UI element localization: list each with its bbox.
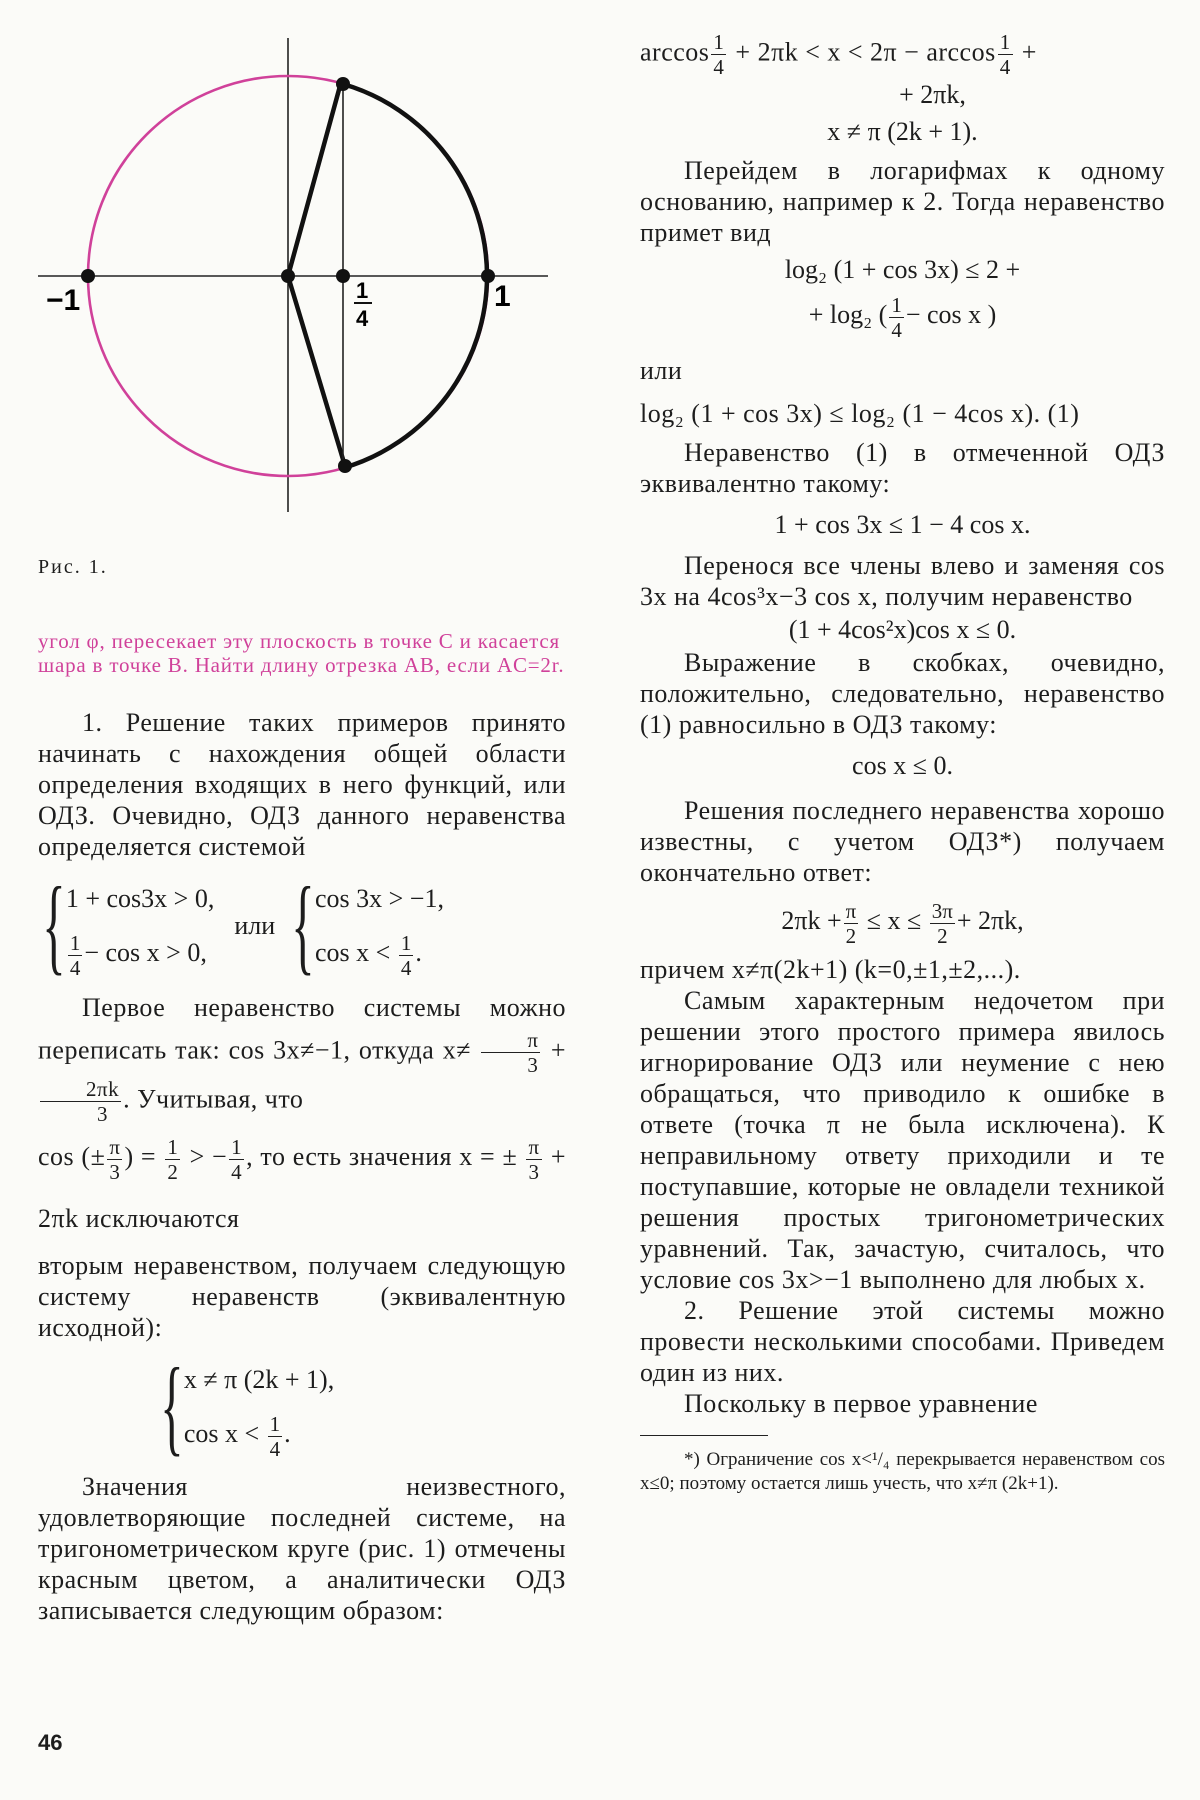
label-quarter-den: 4 [356, 306, 369, 331]
ineq-4: cos x ≤ 0. [852, 751, 953, 780]
para-answer-restriction: причем x≠π(2k+1) (k=0,±1,±2,...). [640, 955, 1021, 984]
odz-systems [38, 866, 566, 985]
para-positive: Выражение в скобках, очевидно, положительно, следовательно, неравенство (1) равносильно в ОДЗ такому: [640, 648, 1165, 739]
left-column [38, 0, 566, 1626]
figure-caption: Рис. 1. [38, 556, 108, 578]
right-column [640, 0, 1165, 1496]
system-3: { x ≠ π (2k + 1), cos x < $\frac{1}{4}$ . [160, 1347, 335, 1466]
log-ineq-2: + log₂ ( $\frac{1}{4}$ − cos x ) [808, 292, 997, 342]
para-first-inequality: Первое неравенство системы можно переписать так: cos 3x≠−1, откуда x≠ $\frac{\pi}{3}$ + $\frac{2\pi k}{3}$ . Учитывая, что [38, 993, 567, 1126]
cos-line: cos (± $\frac{\pi}{3}$ ) = $\frac{1}{2}$ > − $\frac{1}{4}$ , то есть значения x = ± $\frac{\pi}{3}$ + 2πk исключаются [38, 1134, 567, 1233]
or-word: или [234, 911, 276, 940]
footnote: *) Ограничение cos x<¹/₄ перекрывается неравенством cos x≤0; поэтому остается лишь учесть, что x≠π (2k+1). [640, 1449, 1165, 1494]
para-since: Поскольку в первое уравнение [684, 1389, 1038, 1418]
odz-equation-line3: x ≠ π (2k + 1). [827, 117, 978, 146]
label-quarter-num: 1 [356, 278, 369, 303]
system-1: { 1 + cos3x > 0, $\frac{1}{4}$ − cos x > 0, [42, 866, 215, 985]
odz-equation: arccos $\frac{1}{4}$ + 2πk < x < 2π − arccos $\frac{1}{4}$ + [640, 30, 1037, 79]
para-odz-analytic: Значения неизвестного, удовлетворяющие последней системе, на тригонометрическом круге (рис. 1) отмечены красным цветом, а аналитически ОДЗ записывается следующим образом: [38, 1472, 566, 1625]
red-problem-text: угол φ, пересекает эту плоскость в точке C и касается шара в точке B. Найти длину отрезка AB, если AC=2r. [38, 629, 565, 677]
log-ineq-3: log₂ (1 + cos 3x) ≤ log₂ (1 − 4cos x). (1) [640, 399, 1080, 428]
para-final-answer: Решения последнего неравенства хорошо известны, с учетом ОДЗ*) получаем окончательно ответ: [640, 796, 1165, 887]
para-typical-mistake: Самым характерным недочетом при решении этого простого примера явилось игнорирование ОДЗ или неумение с нею обращаться, что приводило к ошибке в ответе (точка π не была исключена). К неправильному ответу приходили и те поступавшие, которые не овладели техникой решения простых тригонометрических уравнений. Так, зачастую, считалось, что условие cos 3x>−1 выполнено для любых x. [640, 986, 1165, 1294]
para-equivalent: Неравенство (1) в отмеченной ОДЗ эквивалентно такому: [640, 438, 1165, 498]
or-word-2: или [640, 356, 683, 385]
label-one: 1 [494, 280, 511, 313]
para-system-equivalent: вторым неравенством, получаем следующую систему неравенств (эквивалентную исходной): [38, 1251, 566, 1342]
answer-ineq: 2πk + $\frac{\pi}{2}$ ≤ x ≤ $\frac{3\pi}{2}$ + 2πk, [781, 898, 1024, 948]
ineq-3: (1 + 4cos²x)cos x ≤ 0. [788, 615, 1017, 644]
system-2: { cos 3x > −1, cos x < $\frac{1}{4}$ . [291, 866, 444, 985]
page-number: 46 [38, 1730, 63, 1755]
para-solution-2: 2. Решение этой системы можно провести несколькими способами. Приведем один из них. [640, 1296, 1165, 1387]
para-substitution: Перенося все члены влево и заменяя cos 3x на 4cos³x−3 cos x, получим неравенство [640, 551, 1165, 611]
log-ineq-1: log₂ (1 + cos 3x) ≤ 2 + [784, 255, 1021, 284]
para-log-base: Перейдем в логарифмах к одному основанию, например к 2. Тогда неравенство примет вид [640, 156, 1165, 247]
odz-equation-line2: + 2πk, [899, 80, 966, 109]
footnote-rule [640, 1435, 768, 1436]
ineq-2: 1 + cos 3x ≤ 1 − 4 cos x. [774, 510, 1031, 539]
label-minus-one: −1 [46, 284, 81, 317]
para-odz-intro: 1. Решение таких примеров принято начинать с нахождения общей области определения входящих в него функций, или ОДЗ. Очевидно, ОДЗ данного неравенства определяется системой [38, 708, 566, 861]
